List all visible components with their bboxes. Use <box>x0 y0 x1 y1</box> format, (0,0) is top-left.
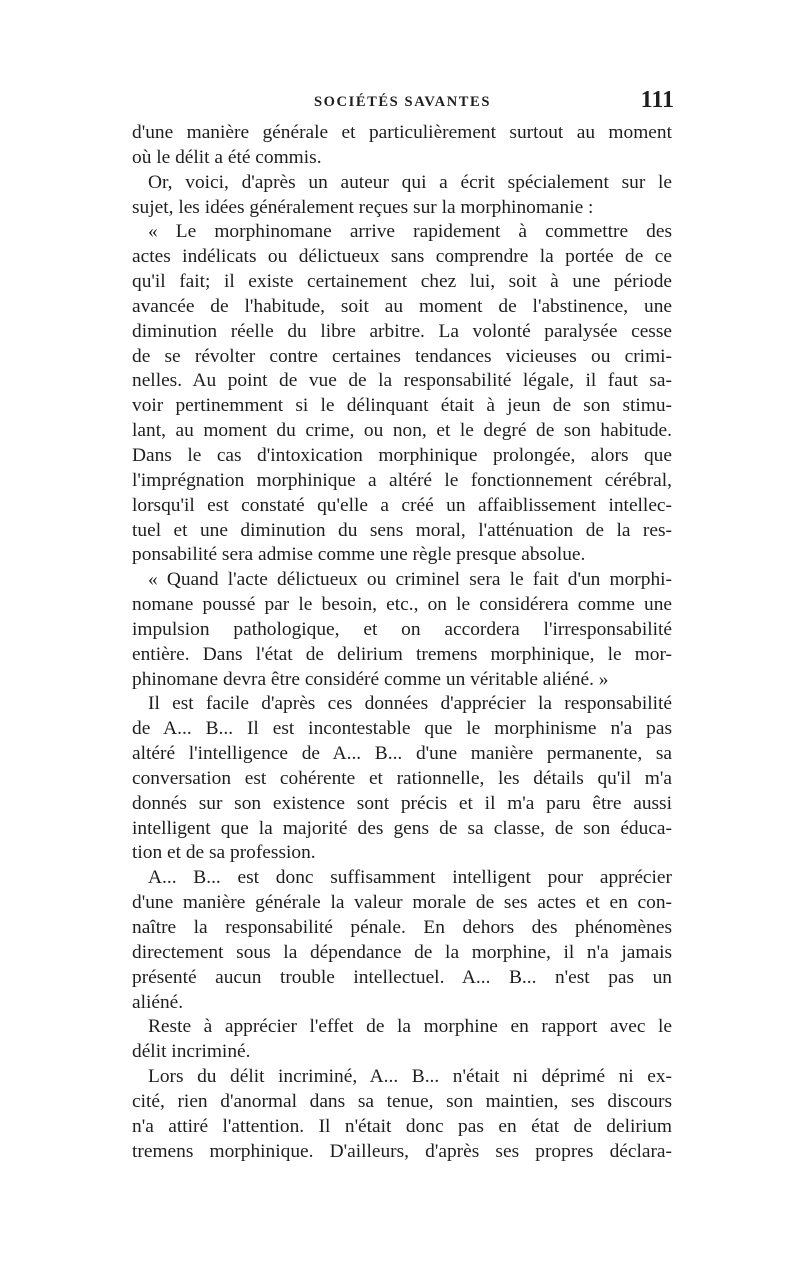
text-line: altéré l'intelligence de A... B... d'une manière permanente, sa <box>132 743 672 765</box>
text-line: naître la responsabilité pénale. En dehors des phénomènes <box>132 917 672 938</box>
text-line: impulsion pathologique, et on accordera l'irresponsabilité <box>132 618 672 640</box>
page-number: 111 <box>640 87 674 113</box>
running-title: SOCIÉTÉS SAVANTES <box>314 94 491 110</box>
text-line: Or, voici, d'après un auteur qui a écrit spécialement sur le <box>148 171 672 193</box>
text-line: de se révolter contre certaines tendances vicieuses ou crimi- <box>132 345 672 367</box>
text-line: entière. Dans l'état de delirium tremens morphinique, le mor- <box>132 643 672 665</box>
text-line: A... B... est donc suffisamment intelligent pour apprécier <box>148 867 672 889</box>
text-line: phinomane devra être considéré comme un véritable aliéné. » <box>132 668 609 690</box>
text-line: qu'il fait; il existe certainement chez lui, soit à une période <box>132 271 672 293</box>
text-line: nomane poussé par le besoin, etc., on le considérera comme une <box>132 594 672 616</box>
text-line: tion et de sa profession. <box>132 842 316 864</box>
body-text <box>132 121 672 1164</box>
text-line: lant, au moment du crime, ou non, et le degré de son habitude. <box>132 420 672 442</box>
text-line: Reste à apprécier l'effet de la morphine en rapport avec le <box>148 1016 672 1038</box>
text-line: nelles. Au point de vue de la responsabilité légale, il faut sa- <box>132 370 672 392</box>
text-line: tremens morphinique. D'ailleurs, d'après ses propres déclara- <box>132 1140 672 1162</box>
text-line: intelligent que la majorité des gens de sa classe, de son éduca- <box>132 817 672 839</box>
text-line: tuel et une diminution du sens moral, l'atténuation de la res- <box>132 519 672 541</box>
text-line: ponsabilité sera admise comme une règle presque absolue. <box>132 544 586 566</box>
text-line: de A... B... Il est incontestable que le morphinisme n'a pas <box>132 718 672 740</box>
text-line: aliéné. <box>132 991 184 1013</box>
text-line: délit incriminé. <box>132 1041 251 1063</box>
text-line: sujet, les idées généralement reçues sur la morphinomanie : <box>132 196 594 218</box>
text-line: l'imprégnation morphinique a altéré le fonctionnement cérébral, <box>132 469 672 491</box>
text-line: lorsqu'il est constaté qu'elle a créé un affaiblissement intellec- <box>132 494 672 516</box>
text-line: d'une manière générale et particulièrement surtout au moment <box>132 122 672 143</box>
text-line: actes indélicats ou délictueux sans comprendre la portée de ce <box>132 246 672 268</box>
text-line: voir pertinemment si le délinquant était à jeun de son stimu- <box>132 395 672 417</box>
text-line: conversation est cohérente et rationnelle, les détails qu'il m'a <box>132 767 672 789</box>
text-line: Il est facile d'après ces données d'apprécier la responsabilité <box>148 693 672 715</box>
text-line: « Quand l'acte délictueux ou criminel sera le fait d'un morphi- <box>148 569 672 591</box>
text-line: n'a attiré l'attention. Il n'était donc pas en état de delirium <box>132 1115 672 1137</box>
text-line: présenté aucun trouble intellectuel. A... B... n'est pas un <box>132 966 672 988</box>
text-line: « Le morphinomane arrive rapidement à commettre des <box>148 221 672 243</box>
text-line: Lors du délit incriminé, A... B... n'était ni déprimé ni ex- <box>148 1066 672 1088</box>
page-header <box>134 87 674 120</box>
text-line: d'une manière générale la valeur morale de ses actes et en con- <box>132 892 672 914</box>
text-line: avancée de l'habitude, soit au moment de l'abstinence, une <box>132 295 672 317</box>
text-line: donnés sur son existence sont précis et il m'a paru être aussi <box>132 792 672 814</box>
text-line: directement sous la dépendance de la morphine, il n'a jamais <box>132 941 672 963</box>
text-line: Dans le cas d'intoxication morphinique prolongée, alors que <box>132 444 672 466</box>
text-line: cité, rien d'anormal dans sa tenue, son maintien, ses discours <box>132 1090 672 1112</box>
text-line: diminution réelle du libre arbitre. La volonté paralysée cesse <box>132 320 672 342</box>
text-line: où le délit a été commis. <box>132 146 322 168</box>
